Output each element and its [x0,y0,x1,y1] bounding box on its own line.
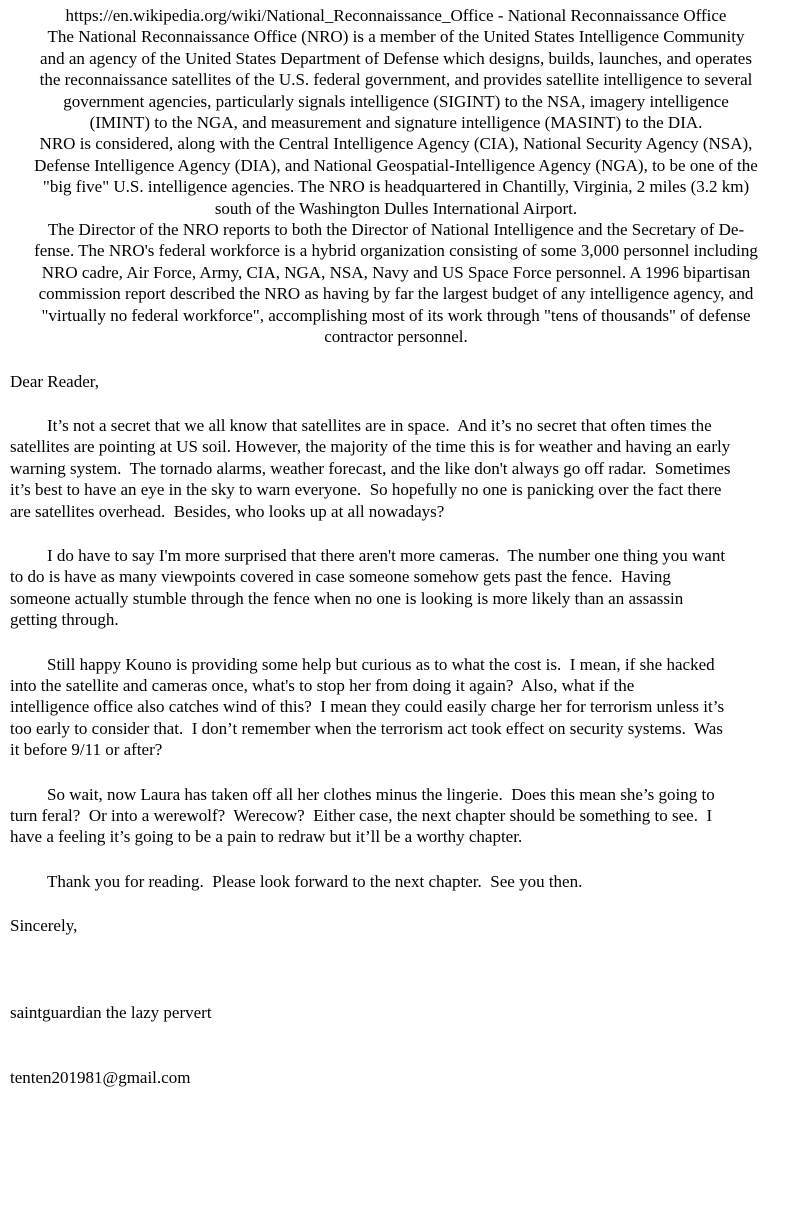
signature-block [10,960,782,1131]
letter-closing: Sincerely, [10,916,78,936]
signature-name: saintguardian the lazy pervert [10,1003,212,1023]
wiki-excerpt: https://en.wikipedia.org/wiki/National_Reconnaissance_Office - National Reconnaissance Office The National Reconnaissance Office (NRO) is a member of the United States Intelligence Community and an agency of the United States Department of Defense which designs, builds, launches, and operates the reconnaissance satellites of the U.S. federal government, and provides satellite intelligence to several government agencies, particularly signals intelligence (SIGINT) to the NSA, imagery intelligence (IMINT) to the NGA, and measurement and signature intelligence (MASINT) to the DIA. NRO is considered, along with the Central Intelligence Agency (CIA), National Security Agency (NSA), Defense Intelligence Agency (DIA), and National Geospatial-Intelligence Agency (NGA), to be one of the "big five" U.S. intelligence agencies. The NRO is headquartered in Chantilly, Virginia, 2 miles (3.2 km) south of the Washington Dulles International Airport. The Director of the NRO reports to both the Director of National Intelligence and the Secretary of De- fense. The NRO's federal workforce is a hybrid organization consisting of some 3,000 personnel including NRO cadre, Air Force, Army, CIA, NGA, NSA, Navy and US Space Force personnel. A 1996 bipartisan commission report described the NRO as having by far the largest budget of any intelligence agency, and "virtually no federal workforce", accomplishing most of its work through "tens of thousands" of defense contractor personnel. [34,6,758,347]
letter-paragraph-1: It’s not a secret that we all know that satellites are in space. And it’s no secret that often times the satellites are pointing at US soil. However, the majority of the time this is for weather and having an early warning system. The tornado alarms, weather forecast, and the like don't always go off radar. Sometimes it’s best to have an eye in the sky to warn everyone. So hopefully no one is panicking over the fact there are satellites overhead. Besides, who looks up at all nowadays? [10,415,731,521]
letter-paragraph-4: So wait, now Laura has taken off all her clothes minus the lingerie. Does this mean she’s going to turn feral? Or into a werewolf? Werecow? Either case, the next chapter should be something to see. I have a feeling it’s going to be a pain to redraw but it’ll be a worthy chapter. [10,784,715,847]
letter [10,371,782,1131]
letter-greeting: Dear Reader, [10,371,99,391]
letter-paragraph-3: Still happy Kouno is providing some help but curious as to what the cost is. I mean, if she hacked into the satellite and cameras once, what's to stop her from doing it again? Also, what if the intelligence office also catches wind of this? I mean they could easily charge her for terrorism unless it’s too early to consider that. I don’t remember when the terrorism act took effect on security systems. Was it before 9/11 or after? [10,654,725,760]
signature-email: tenten201981@gmail.com [10,1067,191,1087]
letter-paragraph-5: Thank you for reading. Please look forward to the next chapter. See you then. [47,871,583,891]
letter-paragraph-2: I do have to say I'm more surprised that there aren't more cameras. The number one thing you want to do is have as many viewpoints covered in case someone somehow gets past the fence. Having someone actually stumble through the fence when no one is looking is more likely than an assassin getting through. [10,545,726,630]
